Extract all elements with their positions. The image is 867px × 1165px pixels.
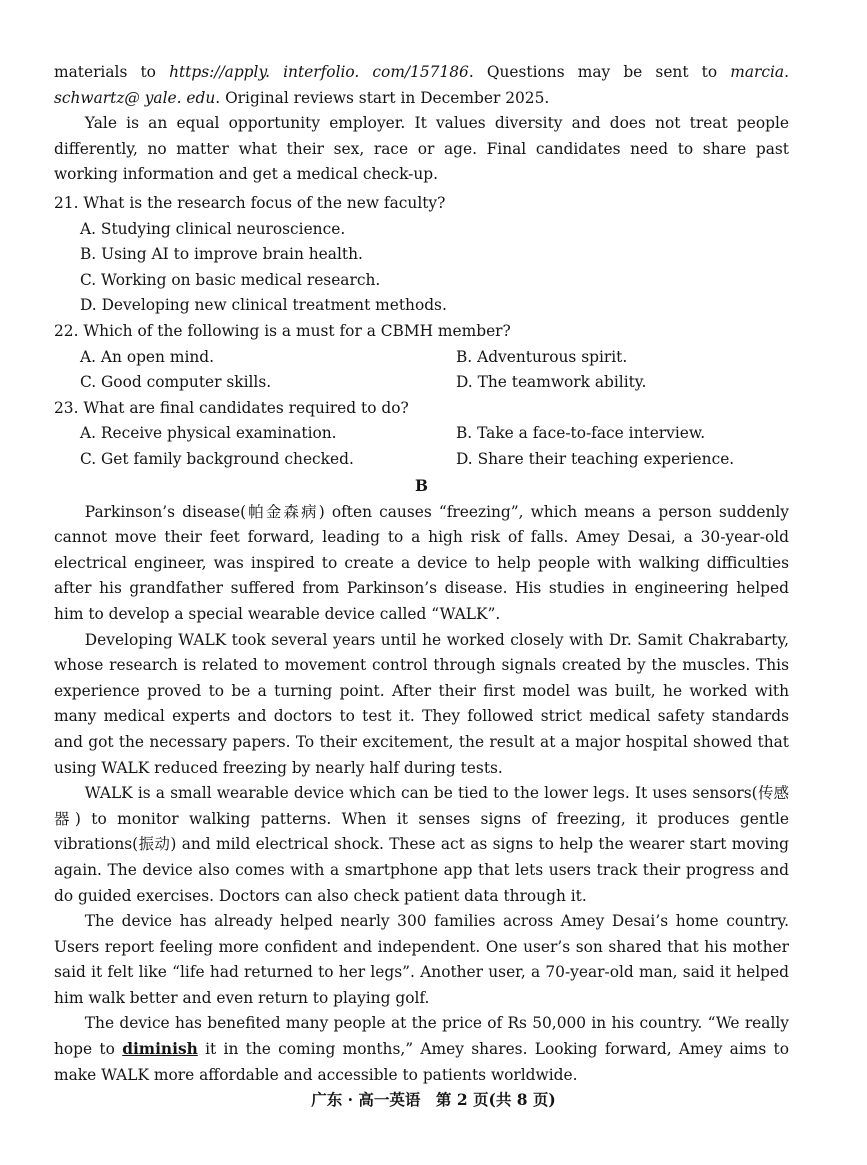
option-21c: C. Working on basic medical research. [80, 270, 381, 289]
passage-paragraph-1: Parkinson’s disease(帕金森病) often causes “freezing”, which means a person suddenly cannot move their feet forward, leading to a high risk of falls. Amey Desai, a 30-year-old electrical engineer, was inspired to create a device to help people with walking difficulties after his grandfather suffered from Parkinson’s disease. His studies in engineering helped him to develop a special wearable device called “WALK”. [54, 502, 789, 623]
options-row [80, 370, 789, 396]
option-21a: A. Studying clinical neuroscience. [80, 219, 346, 238]
option-22c: C. Good computer skills. [80, 373, 272, 392]
intro-paragraph-2: Yale is an equal opportunity employer. It values diversity and does not treat people differently, no matter what their sex, race or age. Final candidates need to share past working information and get a medical check-up. [54, 114, 789, 184]
options-row [80, 447, 789, 473]
options-row [80, 345, 789, 371]
option-21d: D. Developing new clinical treatment methods. [80, 296, 447, 315]
option-22b: B. Adventurous spirit. [456, 347, 628, 366]
passage-paragraph-2: Developing WALK took several years until he worked closely with Dr. Samit Chakrabarty, whose research is related to movement control through signals created by the muscles. This experience proved to be a turning point. After their first model was built, he worked with many medical experts and doctors to test it. They followed strict medical safety standards and got the necessary papers. To their excitement, the result at a major hospital showed that using WALK reduced freezing by nearly half during tests. [54, 630, 789, 777]
passage-paragraph-5: The device has benefited many people at the price of Rs 50,000 in his country. “We really hope to diminish it in the coming months,” Amey shares. Looking forward, Amey aims to make WALK more affordable and accessible to patients worldwide. [54, 1014, 790, 1084]
question-22: 22. Which of the following is a must for a CBMH member? [54, 321, 511, 340]
option-23a: A. Receive physical examination. [80, 424, 337, 443]
questions-block [54, 191, 789, 473]
option-23b: B. Take a face-to-face interview. [456, 424, 706, 443]
option-23c: C. Get family background checked. [80, 449, 354, 468]
passage-paragraph-4: The device has already helped nearly 300 families across Amey Desai’s home country. Users report feeling more confident and independent. One user’s son shared that his mother said it felt like “life had returned to her legs”. Another user, a 70-year-old man, said it helped him walk better and even return to playing golf. [54, 912, 789, 1007]
section-b [54, 474, 789, 1088]
contact-email[interactable]: marcia. schwartz@ yale. edu [54, 63, 789, 107]
page-footer: 广东 · 高一英语 第 2 页(共 8 页) [311, 1090, 556, 1109]
option-22d: D. The teamwork ability. [456, 373, 647, 392]
intro-paragraph-1: materials to https://apply. interfolio. com/157186. Questions may be sent to marcia. schwartz@ yale. edu. Original reviews start in December 2025. [54, 63, 789, 107]
question-21: 21. What is the research focus of the new faculty? [54, 194, 446, 212]
option-23d: D. Share their teaching experience. [456, 449, 735, 468]
section-heading: B [414, 477, 428, 495]
passage-paragraph-3: WALK is a small wearable device which can be tied to the lower legs. It uses sensors(传感器) to monitor walking patterns. When it senses signs of freezing, it produces gentle vibrations(振动) and mild electrical shock. These act as signs to help the wearer start moving again. The device also comes with a smartphone app that lets users track their progress and do guided exercises. Doctors can also check patient data through it. [54, 784, 789, 905]
option-22a: A. An open mind. [80, 347, 215, 366]
option-21b: B. Using AI to improve brain health. [80, 245, 363, 264]
underlined-word: diminish [122, 1040, 198, 1059]
application-link[interactable]: https://apply. interfolio. com/157186 [169, 63, 469, 81]
options-row [80, 421, 789, 447]
question-23: 23. What are final candidates required to do? [54, 398, 409, 417]
intro-block [54, 60, 789, 188]
